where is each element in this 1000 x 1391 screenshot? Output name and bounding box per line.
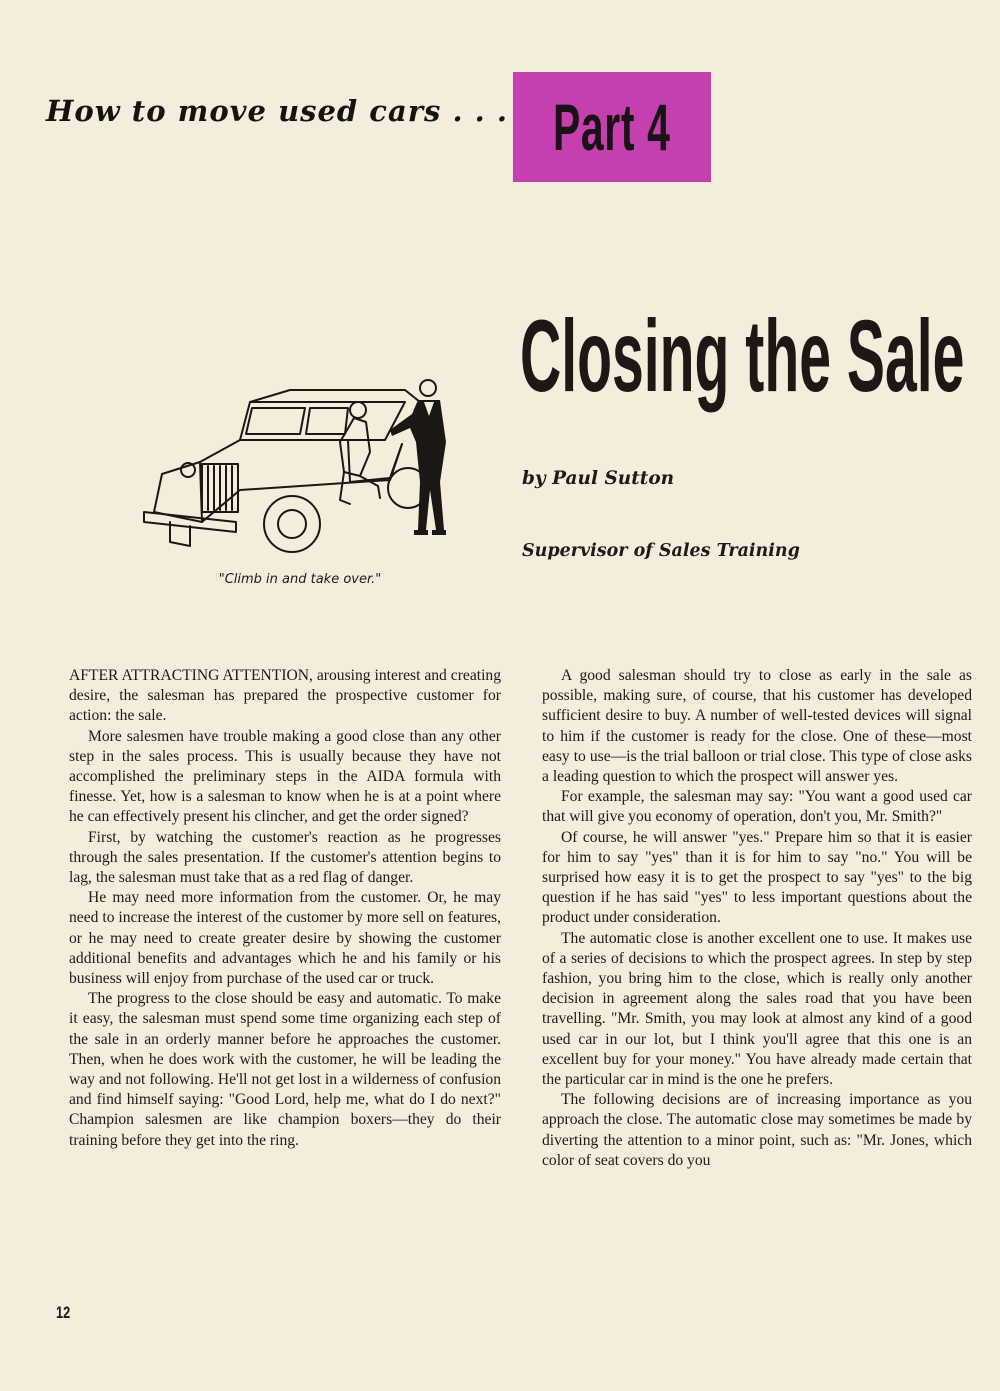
car-salesman-illustration xyxy=(140,372,470,572)
paragraph: First, by watching the customer's reaction as he progresses through the sales presentation. If the customer's attention begins to lag, the salesman must take that as a red flag of danger. xyxy=(69,828,501,887)
article-title: Closing the Sale xyxy=(520,299,965,413)
part-badge xyxy=(513,72,711,182)
paragraph: He may need more information from the customer. Or, he may need to increase the interest of the customer by more sell on features, or he may need to create greater desire by showing the customer additional benefits and advantages which he and his family or his business will enjoy from purchase of the used car or truck. xyxy=(69,889,501,988)
series-title: How to move used cars . . . xyxy=(46,94,508,128)
left-column xyxy=(69,666,501,1151)
right-column xyxy=(542,666,972,1171)
page-number: 12 xyxy=(56,1303,71,1322)
paragraph: More salesmen have trouble making a good close than any other step in the sales process. This is usually because they have not accomplished the preliminary steps in the AIDA formula with finesse. Yet, how is a salesman to know when he is at a point where he can effectively present his clincher, and get the order signed? xyxy=(69,727,501,826)
author-role: Supervisor of Sales Training xyxy=(522,541,800,561)
part-label: Part 4 xyxy=(553,90,671,164)
article-byline: by Paul Sutton xyxy=(522,468,675,489)
paragraph: The progress to the close should be easy and automatic. To make it easy, the salesman must spend some time organizing each step of the sale in an orderly manner before he approaches the customer. Then, when he does work with the customer, he will be leading the way and not following. He'll not get lost in a wilderness of confusion and find himself saying: "Good Lord, help me, what do I do next?" Champion salesmen are like champion boxers—they do their training before they get into the ring. xyxy=(69,990,501,1149)
paragraph: Of course, he will answer "yes." Prepare him so that it is easier for him to say "yes" than it is for him to say "no." You will be surprised how easy it is to get the prospect to say "yes" to the big question if he has said "yes" to less important questions about the product under consideration. xyxy=(542,828,972,927)
paragraph: The following decisions are of increasing importance as you approach the close. The automatic close may sometimes be made by diverting the attention to a minor point, such as: "Mr. Jones, which color of seat covers do you xyxy=(542,1091,972,1169)
paragraph: A good salesman should try to close as early in the sale as possible, making sure, of course, that his customer has developed sufficient desire to buy. A number of well-tested devices will signal to him if the customer is ready for the close. One of these—most easy to use—is the trial balloon or trial close. This type of close asks a leading question to which the prospect will answer yes. xyxy=(542,667,972,786)
illustration-caption: "Climb in and take over." xyxy=(218,572,382,587)
paragraph: For example, the salesman may say: "You want a good used car that will give you economy of operation, don't you, Mr. Smith?" xyxy=(542,788,972,826)
paragraph: AFTER ATTRACTING ATTENTION, arousing interest and creating desire, the salesman has prepared the prospective customer for action: the sale. xyxy=(69,667,501,725)
paragraph: The automatic close is another excellent one to use. It makes use of a series of decisions to which the prospect agrees. In step by step fashion, you bring him to the close, which is really only another decision in agreement along the sales road that you have been travelling. "Mr. Smith, you may look at almost any kind of a good used car in our lot, but I think you'll agree that this one is an excellent buy for your money." You have already made certain that the particular car in mind is the one he prefers. xyxy=(542,929,972,1089)
